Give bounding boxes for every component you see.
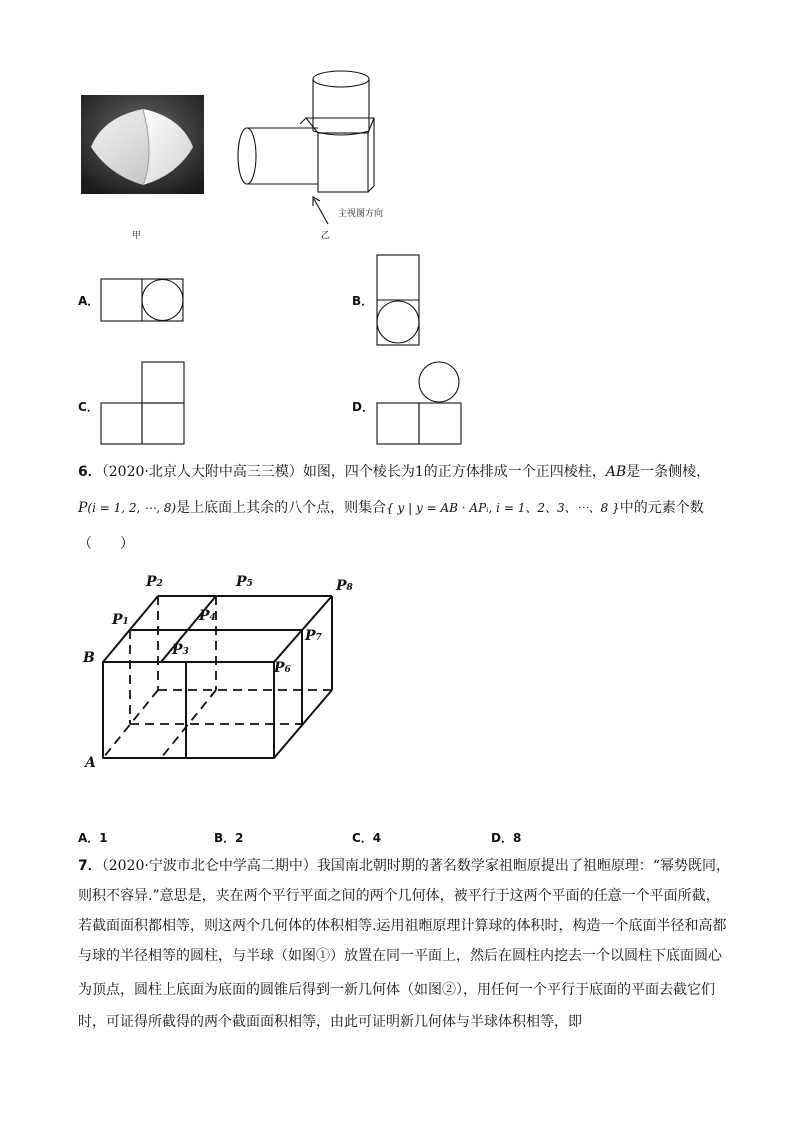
vertex-label-p8: P8: [336, 578, 353, 594]
vertex-label-p2: P2: [146, 574, 163, 590]
q6-text-1-end: 是一条侧棱，: [626, 464, 711, 480]
q6-line-2: [78, 498, 704, 518]
q6-text-2: 是上底面上其余的八个点，则集合: [176, 500, 387, 516]
vertex-label-p7: P7: [305, 628, 322, 644]
vertex-label-b: B: [83, 650, 95, 666]
q7-number: 7．: [78, 858, 102, 874]
vertex-label-p1: P1: [112, 612, 129, 628]
q6-line-1: [78, 462, 710, 482]
q7-line-5: 为顶点，圆柱上底面为底面的圆锥后得到一新几何体（如图②），用任何一个平行于底面的平面去截它们: [78, 982, 715, 998]
q6-option-a[interactable]: A．1: [78, 831, 108, 845]
vertex-label-p4: P4: [199, 608, 216, 624]
q5-option-c-label[interactable]: C．: [78, 400, 99, 414]
q6-prism-figure: [80, 570, 370, 780]
figure-jia-caption: 甲: [132, 231, 142, 241]
q7-line-4: 与球的半径相等的圆柱，与半球（如图①）放置在同一平面上，然后在圆柱内挖去一个以圆柱下底面圆心: [78, 948, 722, 964]
q7-line-3: 若截面面积都相等，则这两个几何体的体积相等.运用祖暅原理计算球的体积时，构造一个底面半径和高都: [78, 918, 727, 934]
q6-source: （2020·北京人大附中高三三模）: [101, 464, 303, 480]
q5-option-a-figure[interactable]: [100, 278, 184, 322]
q6-index-condition: (i = 1, 2, ⋯, 8): [87, 501, 177, 515]
vertex-label-a: A: [85, 755, 96, 771]
q7-line-6: 时，可证得所截得的两个截面面积相等，由此可证明新几何体与半球体积相等，即: [78, 1014, 582, 1030]
q5-option-c-figure[interactable]: [100, 361, 185, 445]
vertex-label-p5: P5: [236, 574, 253, 590]
front-view-label: 主视图方向: [338, 209, 384, 219]
q7-text-1: （2020·宁波市北仑中学高二期中）我国南北朝时期的著名数学家祖暅原提出了祖暅原理：“幂势既同，: [101, 858, 730, 874]
q7-line-2: 则积不容异.”意思是，夹在两个平行平面之间的两个几何体，被平行于这两个平面的任意一个平面所截，: [78, 888, 720, 904]
figure-jia: [81, 95, 204, 194]
figure-yi: [230, 62, 400, 222]
q6-answer-blank: （ ）: [78, 536, 134, 552]
vertex-label-p6: P6: [274, 660, 291, 676]
q6-option-d[interactable]: D．8: [491, 831, 522, 845]
q6-ab: AB: [605, 464, 627, 480]
q6-option-b[interactable]: B．2: [214, 831, 244, 845]
q7-line-1: [78, 856, 730, 876]
q6-number: 6．: [78, 464, 102, 480]
q6-set-expression: { y | y = AB · APᵢ, i = 1、2、3、⋯、8 }: [386, 501, 620, 515]
q5-option-b-figure[interactable]: [376, 254, 420, 346]
vertex-label-p3: P3: [172, 642, 189, 658]
q6-option-c[interactable]: C．4: [352, 831, 382, 845]
q6-p-symbol: P: [78, 500, 88, 516]
figure-yi-caption: 乙: [321, 231, 331, 241]
q6-text-1: 如图，四个棱长为1的正方体排成一个正四棱柱，: [302, 464, 606, 480]
q5-option-a-label[interactable]: A．: [78, 294, 100, 308]
q5-option-d-label[interactable]: D．: [352, 400, 374, 414]
q5-option-d-figure[interactable]: [376, 361, 462, 445]
q6-text-2-end: 中的元素个数: [619, 500, 704, 516]
q5-option-b-label[interactable]: B．: [352, 294, 374, 308]
